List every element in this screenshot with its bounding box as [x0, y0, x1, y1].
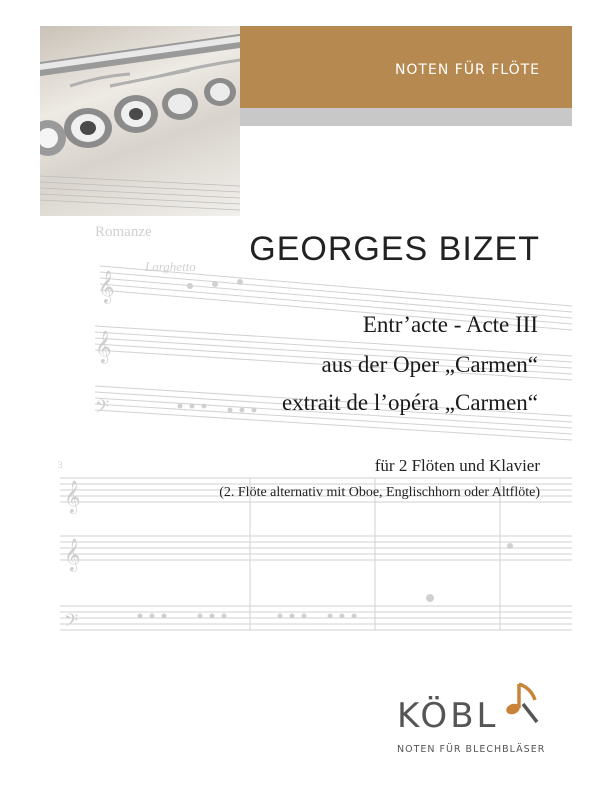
header-divider-strip — [240, 108, 572, 126]
score-measure-number: 3 — [58, 460, 63, 470]
music-note-icon — [505, 678, 545, 728]
publisher-name: KÖBL — [397, 696, 499, 736]
instrumentation-alternative: (2. Flöte alternativ mit Oboe, Englischhorn oder Altflöte) — [219, 485, 540, 500]
score-piece-label: Romanze — [95, 224, 152, 240]
title-line-3: extrait de l’opéra „Carmen“ — [281, 390, 538, 415]
category-label: NOTEN FÜR FLÖTE — [394, 62, 540, 78]
publisher-tagline: NOTEN FÜR BLECHBLÄSER — [397, 744, 546, 755]
svg-text:𝄞: 𝄞 — [64, 538, 81, 571]
title-line-2: aus der Oper „Carmen“ — [321, 352, 538, 377]
svg-text:𝄢: 𝄢 — [64, 611, 79, 636]
background-score — [40, 216, 572, 656]
svg-text:𝄞: 𝄞 — [95, 330, 112, 363]
title-line-1: Entr’acte - Acte III — [362, 312, 538, 337]
publisher-logo — [397, 686, 557, 756]
score-tempo-label: Larghetto — [145, 259, 196, 274]
svg-text:𝄞: 𝄞 — [64, 480, 81, 513]
svg-text:𝄢: 𝄢 — [95, 397, 110, 422]
category-band — [240, 26, 572, 108]
svg-text:𝄞: 𝄞 — [98, 270, 115, 303]
flute-photo — [40, 26, 240, 216]
instrumentation: für 2 Flöten und Klavier — [374, 456, 540, 475]
composer-name: GEORGES BIZET — [249, 230, 540, 268]
